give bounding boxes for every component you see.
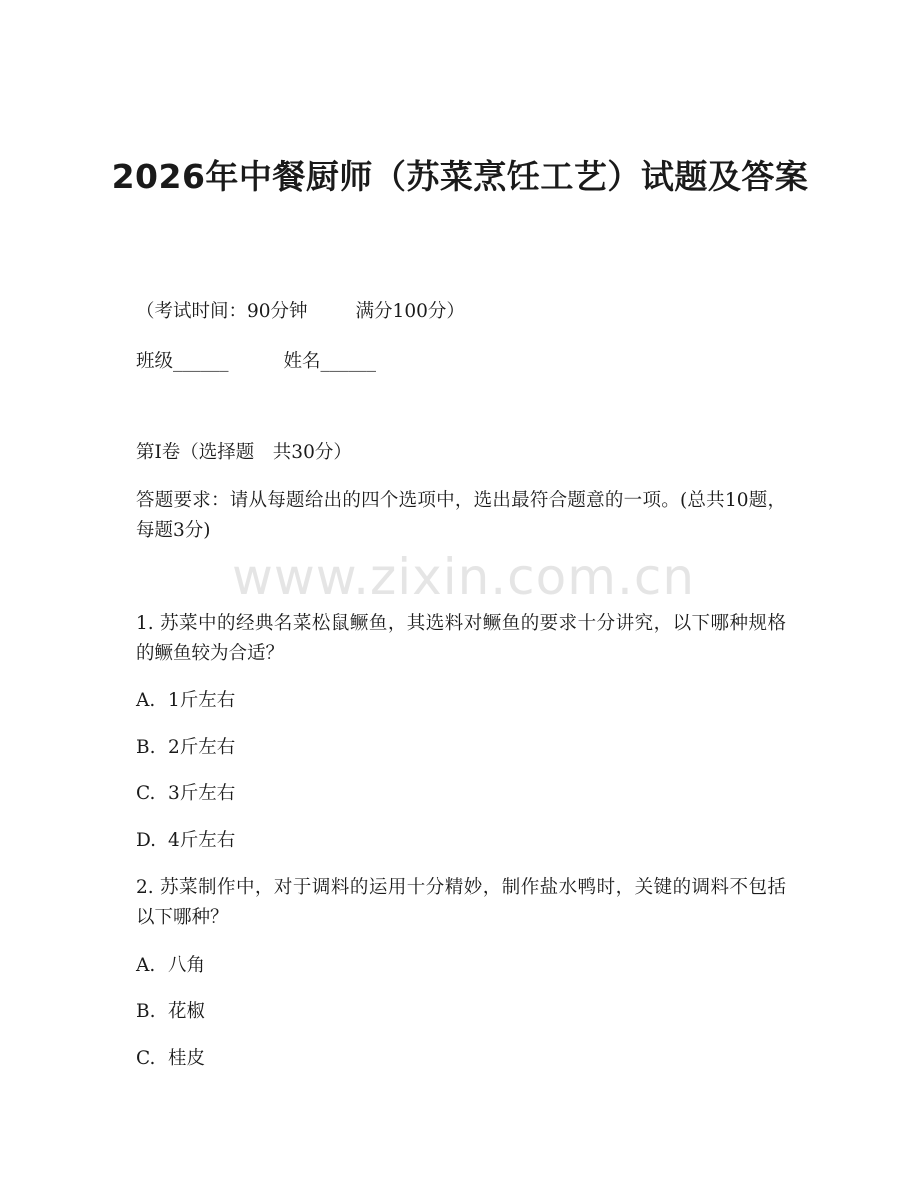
section-heading: 第I卷（选择题 共30分） <box>136 442 352 463</box>
watermark: www.zixin.com.cn <box>232 548 696 606</box>
question-2-option-a <box>136 951 205 981</box>
option-letter: C. <box>136 783 156 804</box>
question-2-option-b <box>136 997 205 1027</box>
exam-info <box>136 297 465 327</box>
student-fields <box>136 347 376 377</box>
option-letter: B. <box>136 737 156 758</box>
option-letter: A. <box>136 690 156 711</box>
document-title: 2026年中餐厨师（苏菜烹饪工艺）试题及答案 <box>111 157 809 196</box>
exam-time: （考试时间：90分钟 <box>136 301 308 322</box>
exam-score: 满分100分） <box>355 301 465 322</box>
option-text: 花椒 <box>168 1001 206 1022</box>
option-text: 3斤左右 <box>168 783 236 804</box>
class-field-label: 班级______ <box>136 351 229 372</box>
option-letter: C. <box>136 1048 156 1069</box>
option-text: 桂皮 <box>168 1048 206 1069</box>
question-2-option-c <box>136 1044 205 1074</box>
question-1-option-d <box>136 826 235 856</box>
question-1-option-c <box>136 779 235 809</box>
option-letter: A. <box>136 955 156 976</box>
section-instruction: 答题要求：请从每题给出的四个选项中，选出最符合题意的一项。(总共10题，每题3分) <box>136 490 786 541</box>
question-1-option-a <box>136 686 235 716</box>
option-text: 八角 <box>168 955 206 976</box>
option-text: 2斤左右 <box>168 737 236 758</box>
option-text: 1斤左右 <box>168 690 236 711</box>
question-1-stem: 1. 苏菜中的经典名菜松鼠鳜鱼，其选料对鳜鱼的要求十分讲究，以下哪种规格的鳜鱼较为合适？ <box>136 613 786 664</box>
option-letter: D. <box>136 830 157 851</box>
question-1-option-b <box>136 733 235 763</box>
option-letter: B. <box>136 1001 156 1022</box>
question-2-stem: 2. 苏菜制作中，对于调料的运用十分精妙，制作盐水鸭时，关键的调料不包括以下哪种？ <box>136 877 786 928</box>
name-field-label: 姓名______ <box>283 351 377 372</box>
option-text: 4斤左右 <box>168 830 236 851</box>
